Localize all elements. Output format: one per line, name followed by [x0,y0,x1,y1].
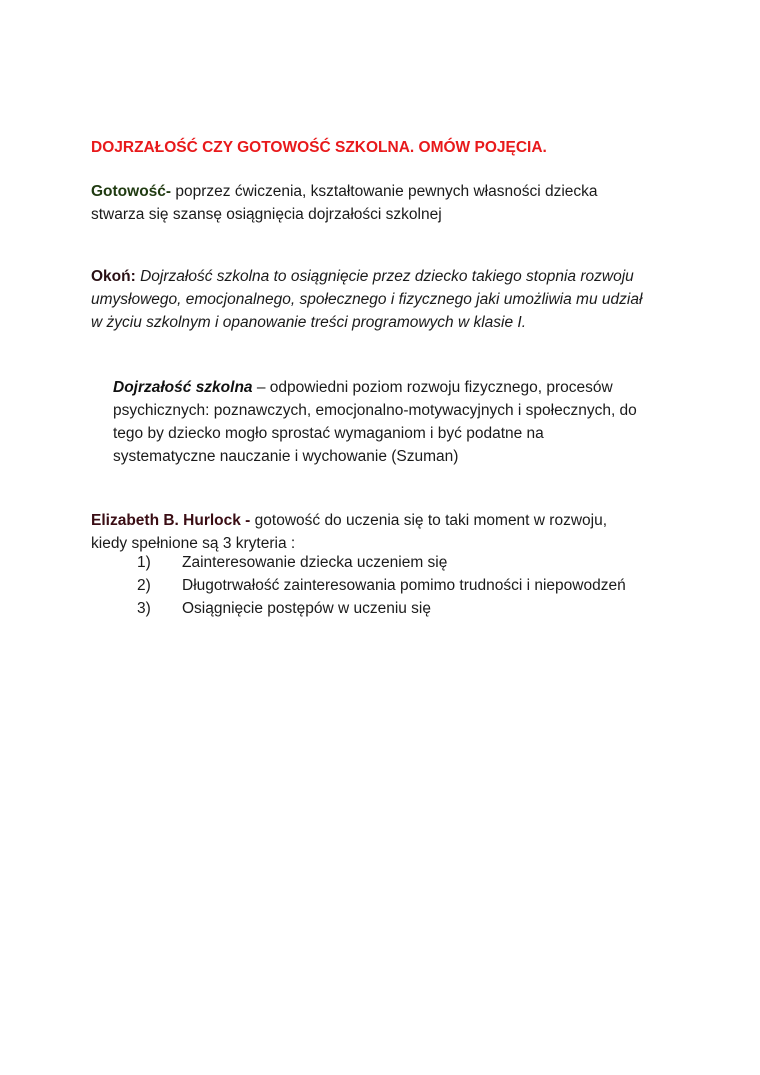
paragraph-text: poprzez ćwiczenia, kształtowanie pewnych własności dziecka [171,183,598,200]
paragraph-text: stwarza się szansę osiągnięcia dojrzałości szkolnej [91,206,442,223]
list-item [137,597,626,620]
paragraph-dojrzalosc-szkolna [113,376,693,468]
paragraph-okon [91,265,711,334]
paragraph-text: umysłowego, emocjonalnego, społecznego i fizycznego jaki umożliwia mu udział [91,291,643,308]
paragraph-text: systematyczne nauczanie i wychowanie (Szuman) [113,448,459,465]
document-title: DOJRZAŁOŚĆ CZY GOTOWOŚĆ SZKOLNA. OMÓW POJĘCIA. [91,139,547,156]
list-number: 3) [137,600,151,617]
paragraph-text: – odpowiedni poziom rozwoju fizycznego, procesów [252,379,613,396]
list-item [137,551,626,574]
paragraph-gotowosc [91,180,691,226]
list-number: 2) [137,577,151,594]
term-dojrzalosc-szkolna: Dojrzałość szkolna [113,379,253,396]
term-hurlock: Elizabeth B. Hurlock - [91,512,251,529]
term-okon: Okoń: [91,268,136,285]
term-gotowosc: Gotowość- [91,183,172,200]
list-number: 1) [137,554,151,571]
list-text: Długotrwałość zainteresowania pomimo trudności i niepowodzeń [182,577,626,594]
paragraph-text: kiedy spełnione są 3 kryteria : [91,535,296,552]
paragraph-text: tego by dziecko mogło sprostać wymaganiom i być podatne na [113,425,544,442]
paragraph-text: gotowość do uczenia się to taki moment w rozwoju, [250,512,608,529]
paragraph-text: w życiu szkolnym i opanowanie treści programowych w klasie I. [91,314,527,331]
paragraph-text: psychicznych: poznawczych, emocjonalno-motywacyjnych i społecznych, do [113,402,637,419]
paragraph-hurlock [91,509,711,555]
paragraph-text: Dojrzałość szkolna to osiągnięcie przez dziecko takiego stopnia rozwoju [135,268,634,285]
criteria-list [137,551,626,620]
list-item [137,574,626,597]
list-text: Osiągnięcie postępów w uczeniu się [182,600,431,617]
list-text: Zainteresowanie dziecka uczeniem się [182,554,448,571]
